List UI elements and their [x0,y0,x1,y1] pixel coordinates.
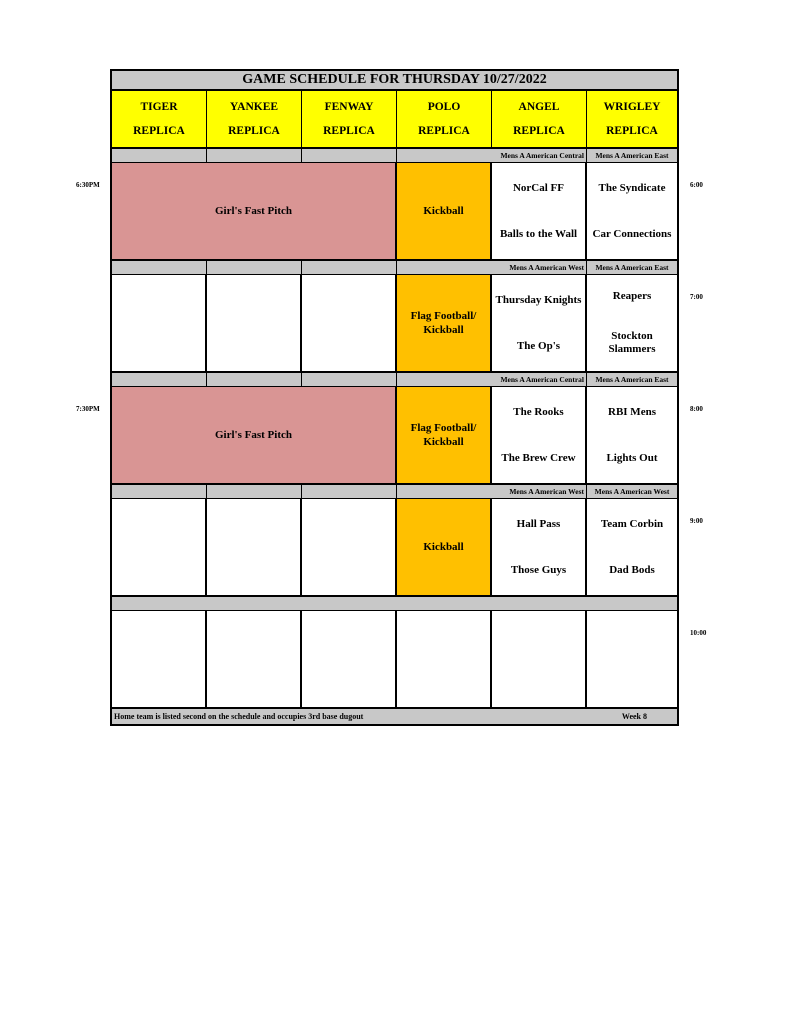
team-name: The Rooks [513,405,564,418]
field-sub: REPLICA [418,125,470,137]
field-name: WRIGLEY [603,101,661,113]
right-time-label: 10:00 [690,629,707,637]
team-name: Stockton Slammers [608,329,656,355]
team-name: Car Connections [592,227,672,240]
field-header-tiger [112,91,207,149]
team-name: Dad Bods [609,563,655,576]
separator-cell [112,597,677,611]
team-name: NorCal FF [512,181,564,194]
field-name: YANKEE [229,101,279,113]
schedule-table [110,69,679,726]
empty-cell [207,275,302,373]
right-time-label: 7:00 [690,293,703,301]
empty-cell [112,611,207,709]
wrigley-matchup [587,163,677,261]
field-name: FENWAY [324,101,374,113]
team-name: The Op's [516,339,561,352]
field-header-polo [397,91,492,149]
division-label-angel: Mens A American Central [397,149,587,163]
angel-matchup [492,499,587,597]
wrigley-matchup [587,387,677,485]
division-label-angel: Mens A American West [397,485,587,499]
right-time-label: 9:00 [690,517,703,525]
division-label-angel: Mens A American Central [397,373,587,387]
field-name: POLO [427,101,461,113]
wrigley-matchup [587,499,677,597]
field-header-angel [492,91,587,149]
separator-cell [112,485,207,499]
separator-cell [207,485,302,499]
left-time-label: 7:30PM [76,405,100,413]
division-label-wrigley: Mens A American East [587,149,677,163]
separator-cell [302,261,397,275]
polo-game: Kickball [397,499,492,597]
wrigley-matchup [587,275,677,373]
angel-matchup [492,163,587,261]
empty-cell [492,611,587,709]
polo-game: Flag Football/ Kickball [397,387,492,485]
angel-matchup [492,387,587,485]
field-name: ANGEL [518,101,560,113]
empty-cell [112,275,207,373]
schedule-footer [112,709,677,724]
division-label-wrigley: Mens A American East [587,261,677,275]
separator-cell [207,373,302,387]
separator-cell [112,373,207,387]
empty-cell [207,611,302,709]
field-header-fenway [302,91,397,149]
division-label-wrigley: Mens A American West [587,485,677,499]
angel-matchup [492,275,587,373]
empty-cell [302,611,397,709]
empty-cell [207,499,302,597]
polo-game: Flag Football/ Kickball [397,275,492,373]
polo-game: Kickball [397,163,492,261]
team-name: Reapers [612,290,652,303]
empty-cell [587,611,677,709]
separator-cell [302,485,397,499]
team-name: Balls to the Wall [499,227,578,240]
division-label-wrigley: Mens A American East [587,373,677,387]
empty-cell [302,275,397,373]
team-name: Thursday Knights [495,293,582,306]
separator-cell [112,149,207,163]
girls-fast-pitch-block: Girl's Fast Pitch [112,163,397,261]
separator-cell [302,373,397,387]
empty-cell [112,499,207,597]
division-label-angel: Mens A American West [397,261,587,275]
field-header-yankee [207,91,302,149]
empty-cell [397,611,492,709]
home-team-note: Home team is listed second on the schedule and occupies 3rd base dugout [114,712,364,721]
field-name: TIGER [140,101,178,113]
separator-cell [302,149,397,163]
field-header-wrigley [587,91,677,149]
week-label: Week 8 [621,712,647,721]
left-time-label: 6:30PM [76,181,100,189]
girls-fast-pitch-block: Girl's Fast Pitch [112,387,397,485]
separator-cell [207,261,302,275]
separator-cell [112,261,207,275]
field-sub: REPLICA [228,125,280,137]
separator-cell [207,149,302,163]
right-time-label: 6:00 [690,181,703,189]
team-name: Lights Out [606,451,658,464]
team-name: The Brew Crew [501,451,576,464]
team-name: RBI Mens [608,405,656,418]
team-name: Hall Pass [516,517,561,530]
field-sub: REPLICA [133,125,185,137]
schedule-title: GAME SCHEDULE FOR THURSDAY 10/27/2022 [112,71,677,91]
field-sub: REPLICA [513,125,565,137]
right-time-label: 8:00 [690,405,703,413]
team-name: The Syndicate [598,181,666,194]
field-sub: REPLICA [323,125,375,137]
field-sub: REPLICA [606,125,658,137]
team-name: Those Guys [510,563,567,576]
empty-cell [302,499,397,597]
team-name: Team Corbin [600,517,664,530]
